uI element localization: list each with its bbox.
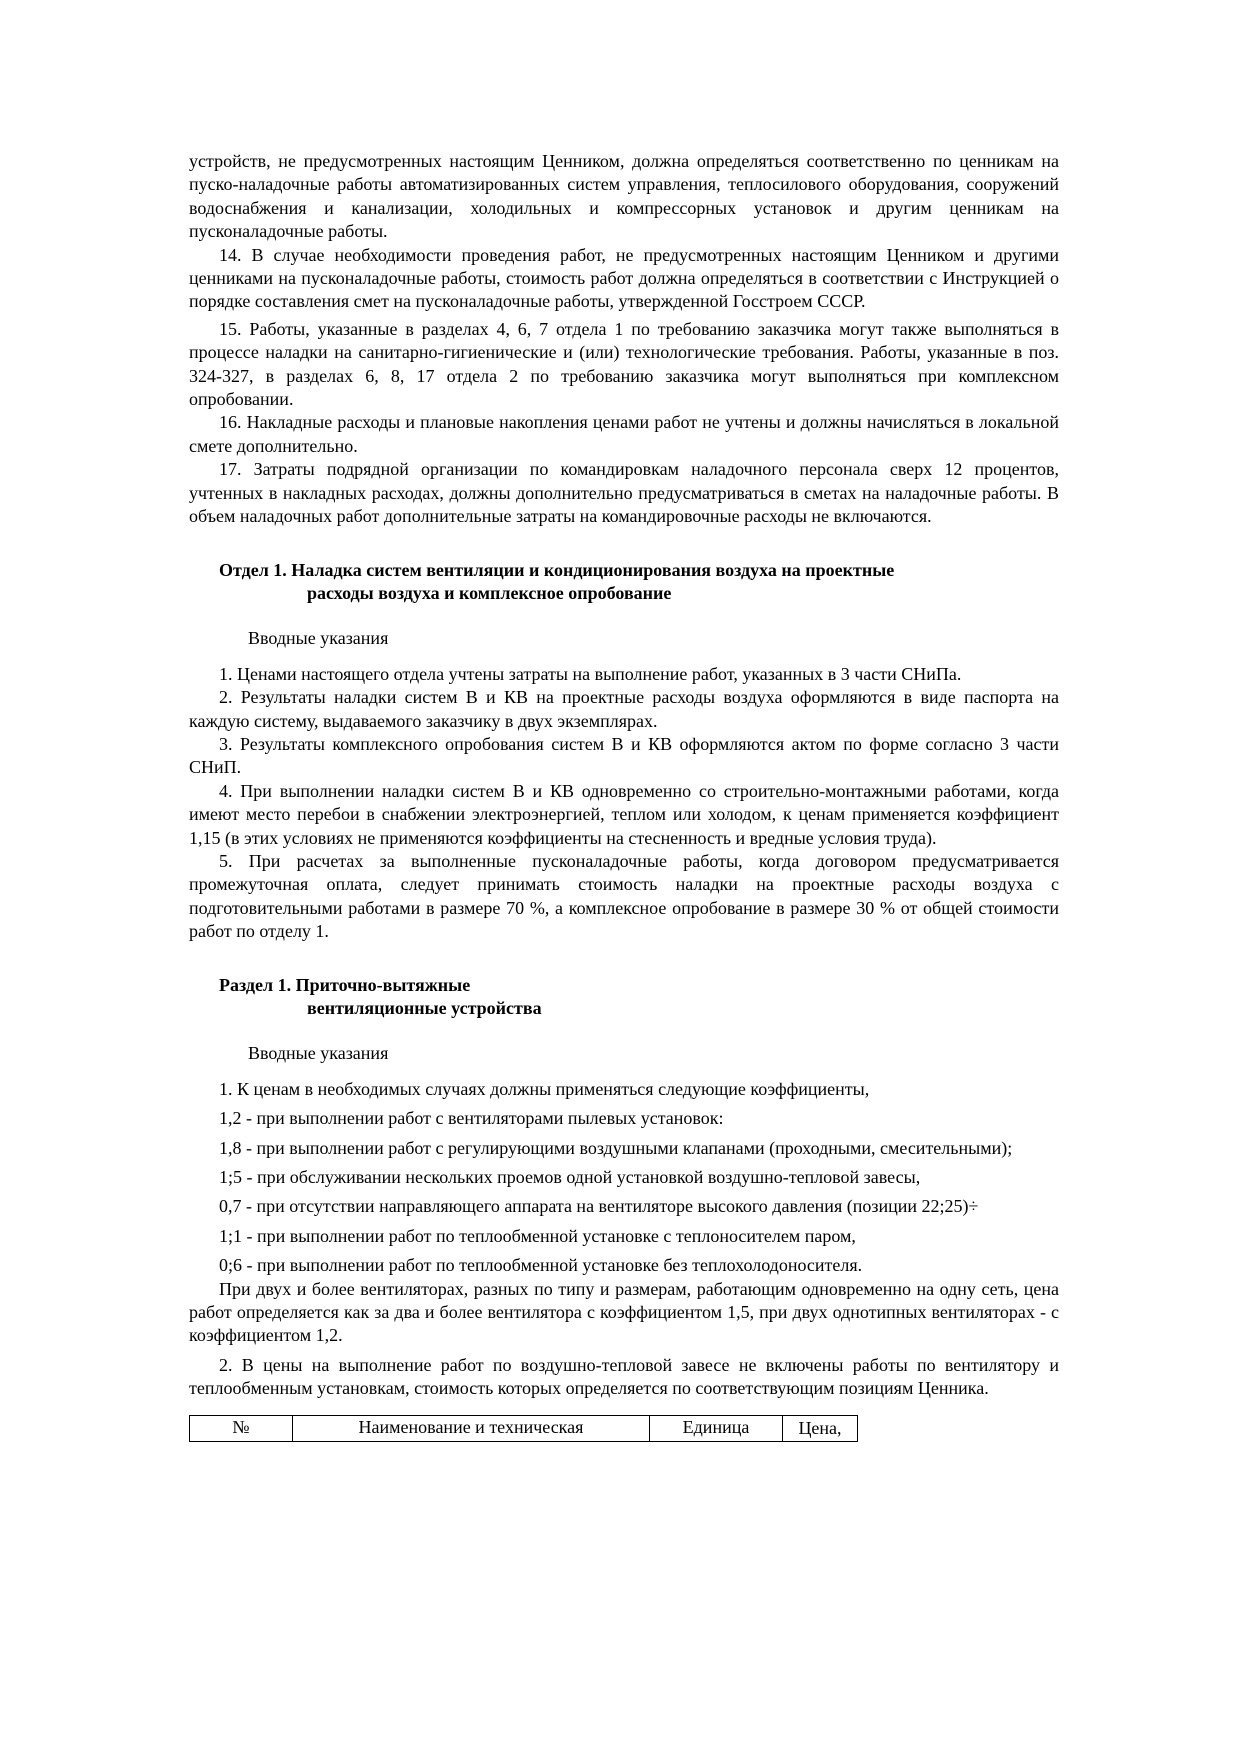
- otdel-1-item-5: 5. При расчетах за выполненные пусконаладочные работы, когда договором предусматривается промежуточная оплата, следует принимать стоимость наладки на проектные расходы воздуха с подготовительными работами в размере 70 %, а комплексное опробование в размере 30 % от общей стоимости работ по отделу 1.: [189, 850, 1059, 942]
- section-heading-line-2: расходы воздуха и комплексное опробование: [307, 582, 672, 603]
- intro-instructions-title: Вводные указания: [248, 1043, 389, 1064]
- table-header-unit: Единица: [650, 1415, 783, 1441]
- coefficient-0-7: 0,7 - при отсутствии направляющего аппарата на вентиляторе высокого давления (позиции 22;25)÷: [219, 1196, 979, 1217]
- multi-fan-paragraph: При двух и более вентиляторах, разных по типу и размерам, работающим одновременно на одну сеть, цена работ определяется как за два и более вентилятора с коэффициентом 1,5, при двух однотипных вентиляторах - с коэффициентом 1,2.: [189, 1278, 1059, 1346]
- razdel-1-item-2: 2. В цены на выполнение работ по воздушно-тепловой завесе не включены работы по вентилятору и теплообменным установкам, стоимость которых определяется по соответствующим позициям Ценника.: [189, 1354, 1059, 1399]
- coefficient-1-5: 1;5 - при обслуживании нескольких проемов одной установкой воздушно-тепловой завесы,: [219, 1167, 921, 1188]
- otdel-1-item-1: 1. Ценами настоящего отдела учтены затраты на выполнение работ, указанных в 3 части СНиПа.: [219, 663, 962, 684]
- coefficient-1-2: 1,2 - при выполнении работ с вентиляторами пылевых установок:: [219, 1108, 724, 1129]
- paragraph-continuation: устройств, не предусмотренных настоящим Ценником, должна определяться соответственно по ценникам на пуско-наладочные работы автоматизированных систем управления, теплосилового оборудования, сооружений водоснабжения и канализации, холодильных и компрессорных установок и другим ценникам на пусконаладочные работы.: [189, 151, 1059, 242]
- table-header-number: №: [190, 1415, 293, 1441]
- section-heading-line-1: Отдел 1. Наладка систем вентиляции и кондиционирования воздуха на проектные: [219, 559, 895, 580]
- table-header-row: [190, 1415, 858, 1441]
- intro-instructions-title: Вводные указания: [248, 628, 389, 649]
- razdel-1-item-1: 1. К ценам в необходимых случаях должны применяться следующие коэффициенты,: [219, 1078, 870, 1099]
- section-heading-line-1: Раздел 1. Приточно-вытяжные: [219, 974, 471, 995]
- table-header-name: Наименование и техническая: [293, 1415, 650, 1441]
- otdel-1-item-3: 3. Результаты комплексного опробования систем В и КВ оформляются актом по форме согласно 3 части СНиП.: [189, 733, 1059, 778]
- otdel-1-item-4: 4. При выполнении наладки систем В и КВ одновременно со строительно-монтажными работами, когда имеют место перебои в снабжении электроэнергией, теплом или холодом, к ценам применяется коэффициент 1,15 (в этих условиях не применяются коэффициенты на стесненность и вредные условия труда).: [189, 780, 1059, 848]
- table-header-price: Цена,: [783, 1415, 858, 1441]
- price-table: [189, 1415, 858, 1442]
- coefficient-0-6: 0;6 - при выполнении работ по теплообменной установке без теплохолодоносителя.: [219, 1255, 863, 1276]
- section-heading-line-2: вентиляционные устройства: [307, 998, 542, 1018]
- coefficient-1-8: 1,8 - при выполнении работ с регулирующими воздушными клапанами (проходными, смесительными);: [219, 1137, 1013, 1158]
- paragraph-15: 15. Работы, указанные в разделах 4, 6, 7 отдела 1 по требованию заказчика могут также выполняться в процессе наладки на санитарно-гигиенические и (или) технологические требования. Работы, указанные в поз. 324-327, в разделах 6, 8, 17 отдела 2 по требованию заказчика могут выполняться при комплексном опробовании.: [189, 318, 1059, 410]
- coefficient-1-1: 1;1 - при выполнении работ по теплообменной установке с теплоносителем паром,: [219, 1225, 856, 1246]
- document-page: [189, 150, 1059, 1442]
- paragraph-17: 17. Затраты подрядной организации по командировкам наладочного персонала сверх 12 процентов, учтенных в накладных расходах, должны дополнительно предусматриваться в сметах на наладочные работы. В объем наладочных работ дополнительные затраты на командировочные расходы не включаются.: [189, 459, 1059, 527]
- paragraph-14: 14. В случае необходимости проведения работ, не предусмотренных настоящим Ценником и другими ценниками на пусконаладочные работы, стоимость работ должна определяться в соответствии с Инструкцией о порядке составления смет на пусконаладочные работы, утвержденной Госстроем СССР.: [189, 244, 1059, 312]
- paragraph-16: 16. Накладные расходы и плановые накопления ценами работ не учтены и должны начисляться в локальной смете дополнительно.: [189, 412, 1059, 456]
- section-heading-otdel-1: [189, 559, 1059, 606]
- otdel-1-item-2: 2. Результаты наладки систем В и КВ на проектные расходы воздуха оформляются в виде паспорта на каждую систему, выдаваемого заказчику в двух экземплярах.: [189, 687, 1059, 731]
- section-heading-razdel-1: [189, 974, 1059, 1021]
